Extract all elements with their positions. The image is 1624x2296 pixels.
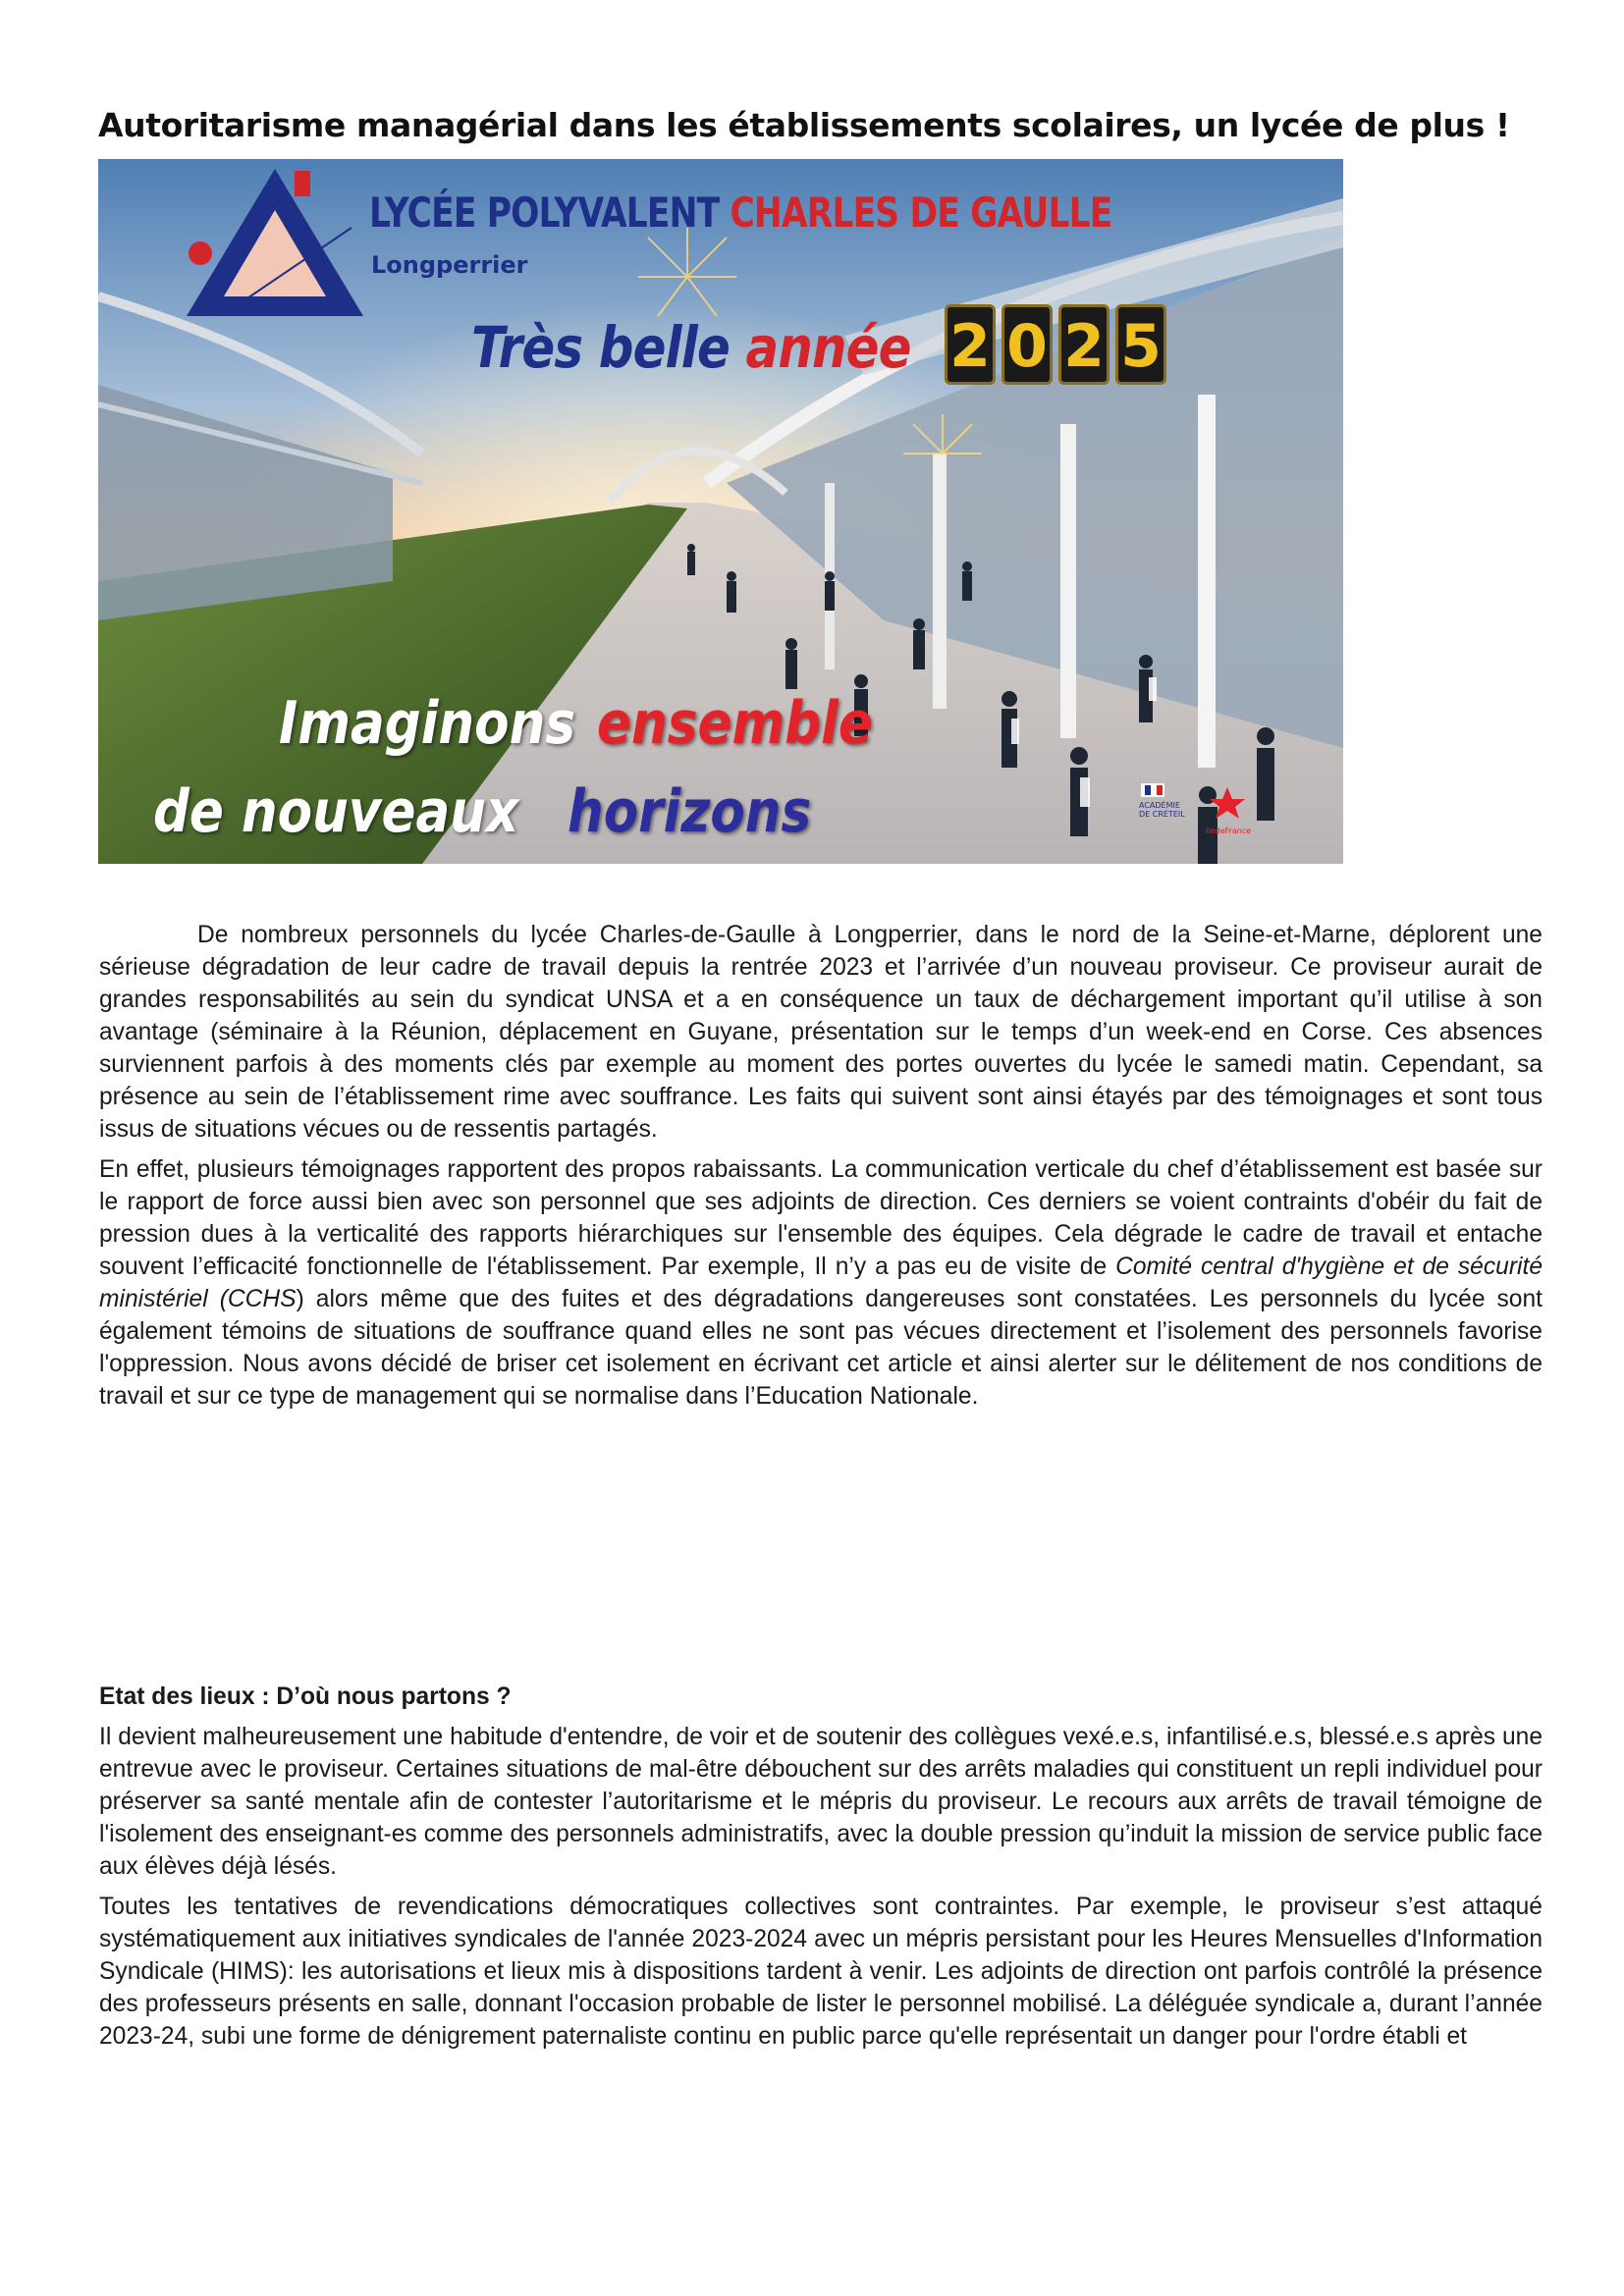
slogan-word: horizons	[568, 777, 812, 846]
article-title: Autoritarisme managérial dans les établissements scolaires, un lycée de plus !	[98, 106, 1510, 144]
year-digit: 5	[1115, 304, 1166, 385]
paragraph: En effet, plusieurs témoignages rapportent des propos rabaissants. La communication verticale du chef d’établissement est basée sur le rapport de force aussi bien avec son personnel que ses adjoints de direction. Ces derniers se voient contraints d'obéir du fait de pression dues à la verticalité des rapports hiérarchiques sur l'ensemble des équipes. Cela dégrade le cadre de travail et entache souvent l’efficacité fonctionnelle de l'établissement. Par exemple, Il n’y a pas eu de visite de Comité central d'hygiène et de sécurité ministériel (CCHS) alors même que des fuites et des dégradations dangereuses sont constatées. Les personnels du lycée sont également témoins de situations de souffrance quand elles ne sont pas vécues directement et l’isolement des personnels favorise l'oppression. Nous avons décidé de briser cet isolement en écrivant cet article et ainsi alerter sur le délitement de nos conditions de travail et sur ce type de management qui se normalise dans l’Education Nationale.	[99, 1156, 1543, 1410]
article-body	[99, 919, 1543, 1420]
section-heading: Etat des lieux : D’où nous partons ?	[99, 1683, 512, 1710]
school-name: LYCÉE POLYVALENT CHARLES DE GAULLE	[369, 188, 1112, 237]
region-logo-label: IledeFrance	[1206, 827, 1252, 835]
school-town: Longperrier	[371, 251, 528, 279]
paragraph: Toutes les tentatives de revendications démocratiques collectives sont contraintes. Par exemple, le proviseur s’est attaqué systématiquement aux initiatives syndicales de l'année 2023-2024 avec un mépris persistant pour les Heures Mensuelles d'Information Syndicale (HIMS): les autorisations et lieux mis à dispositions tardent à venir. Les adjoints de direction ont parfois contrôlé la présence des professeurs présents en salle, donnant l'occasion probable de lister le personnel mobilisé. La déléguée syndicale a, durant l’année 2023-24, subi une forme de dénigrement paternaliste continu en public parce qu'elle représentait un danger pour l'ordre établi et	[99, 1894, 1543, 2050]
new-year-greeting: Très belle année	[471, 314, 911, 381]
slogan-word: de nouveaux	[153, 777, 519, 846]
slogan-word: Imaginons	[279, 689, 576, 758]
article-section	[99, 1681, 1543, 2060]
banner-illustration	[98, 159, 1343, 864]
year-digit: 2	[945, 304, 996, 385]
year-digit: 0	[1001, 304, 1053, 385]
academie-logo-label: ACADÉMIE DE CRÉTEIL	[1139, 801, 1185, 819]
slogan-word: ensemble	[597, 689, 873, 758]
paragraph: De nombreux personnels du lycée Charles-de-Gaulle à Longperrier, dans le nord de la Seine-et-Marne, déplorent une sérieuse dégradation de leur cadre de travail depuis la rentrée 2023 et l’arrivée d’un nouveau proviseur. Ce proviseur aurait de grandes responsabilités au sein du syndicat UNSA et a en conséquence un taux de déchargement important qu’il utilise à son avantage (séminaire à la Réunion, déplacement en Guyane, présentation sur le temps d’un week-end en Corse. Ces absences surviennent parfois à des moments clés par exemple au moment des portes ouvertes du lycée le samedi matin. Cependant, sa présence au sein de l’établissement rime avec souffrance. Les faits qui suivent sont ainsi étayés par des témoignages et sont tous issus de situations vécues ou de ressentis partagés.	[99, 922, 1543, 1143]
paragraph: Il devient malheureusement une habitude d'entendre, de voir et de soutenir des collègues vexé.e.s, infantilisé.e.s, blessé.e.s après une entrevue avec le proviseur. Certaines situations de mal-être débouchent sur des arrêts maladies qui constituent un repli individuel pour préserver sa santé mentale afin de contester l’autoritarisme et le mépris du proviseur. Le recours aux arrêts de travail témoigne de l'isolement des enseignant-es comme des personnels administratifs, avec la double pression qu’induit la mission de service public face aux élèves déjà lésés.	[99, 1724, 1543, 1880]
school-banner-image	[98, 159, 1343, 864]
year-digit: 2	[1058, 304, 1110, 385]
